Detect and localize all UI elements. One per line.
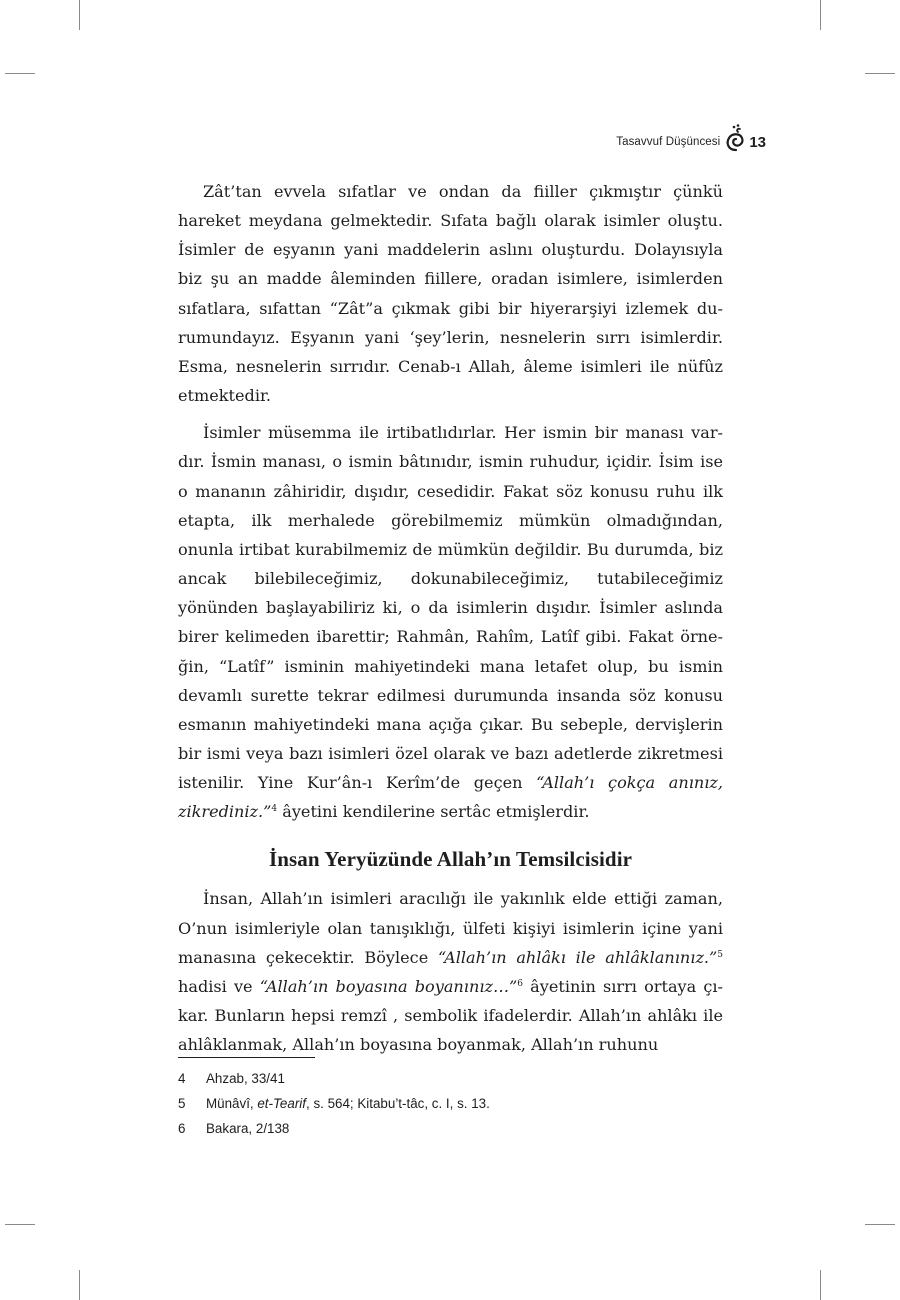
paragraph-text: âyetini kendilerine sertâc etmişlerdir. [277, 802, 590, 822]
paragraph: Zât’tan evvela sıfatlar ve ondan da fiiller çıkmıştır çünkü hareket meydana gelmektedir. Sıfata bağlı olarak isimler oluştu. İsimler de eşyanın yani maddelerin aslını oluşturdu. Dolayısıyla biz şu an madde âleminden fiillere, oradan isimlere, isimlerden sıfatlara, sıfattan “Zât”a çıkmak gibi bir hiyerarşiyi izlemek durumundayız. Eşyanın yani ‘şey’lerin, nesnelerin sırrı isimlerdir. Esma, nesnelerin sırrıdır. Cenab-ı Allah, âleme isimleri ile nüfûz etmektedir. [178, 182, 723, 406]
body-text [178, 177, 723, 1067]
paragraph-text: hadisi ve [178, 976, 260, 996]
footnote [178, 1116, 723, 1141]
paragraph-text: İnsan, Allah’ın isimleri aracılığı ile yakınlık elde ettiği zaman, O’nun isimleriyle olan tanışıklığı, ülfeti kişiyi isimlerin içine yani manasına çekecektir. Böylece [178, 889, 723, 967]
crop-mark [79, 0, 80, 30]
footnote-number: 4 [178, 1071, 186, 1086]
footnote-text [206, 1091, 490, 1116]
paragraph-text: âyetinin sırrı ortaya çıkar. Bunların hepsi remzî , sembolik ifadelerdir. Allah’ın ahlâkı ile ahlâklanmak, Allah’ın boyasına boyanmak, Allah’ın ruhunu [178, 976, 723, 1055]
quote: “Allah’ın boyasına boyanınız…” [259, 976, 518, 996]
paragraph [178, 418, 723, 826]
footnote-text: Bakara, 2/138 [206, 1121, 290, 1136]
footnote-number: 6 [178, 1121, 186, 1136]
calligraphy-ornament-icon [723, 123, 747, 153]
paragraph-text: İsimler müsemma ile irtibatlıdırlar. Her ismin bir manası vardır. İsmin manası, o ismin bâtınıdır, ismin ruhudur, içidir. İsim ise o mananın zâhiridir, dışıdır, cesedidir. Fakat söz konusu ruhu ilk etapta, ilk merhalede görebilmemiz mümkün olmadığından, onunla irtibat kurabilmemiz de mümkün değildir. Bu durumda, biz ancak bilebileceğimiz, dokunabileceğimiz, tutabileceğimiz yönünden başlayabiliriz ki, o da isimlerin dışıdır. İsimler aslında birer kelimeden ibarettir; Rahmân, Rahîm, Latîf gibi. Fakat örneğin, “Latîf” isminin mahiyetindeki mana letafet olup, bu ismin devamlı surette tekrar edilmesi durumunda insanda söz konusu esmanın mahiyetindeki mana açığa çıkar. Bu sebeple, dervişlerin bir ismi veya bazı isimleri özel olarak ve bazı adetlerde zikretmesi istenilir. Yine Kur’ân-ı Kerîm’de geçen [178, 423, 723, 793]
section-heading: İnsan Yeryüzünde Allah’ın Temsilcisidir [268, 847, 633, 872]
running-head-title: Tasavvuf Düşüncesi [616, 136, 721, 148]
footnote-rule [178, 1057, 315, 1058]
footnote-citation: , s. 564; Kitabu’t-tâc, c. I, s. 13. [306, 1096, 490, 1111]
crop-mark [865, 73, 895, 74]
footnote-number: 5 [178, 1096, 186, 1111]
crop-mark [820, 1270, 821, 1300]
crop-mark [820, 0, 821, 30]
footnote-ref: 4 [271, 804, 278, 815]
footnote [178, 1091, 723, 1116]
page-number: 13 [749, 133, 766, 151]
footnote-work: et-Tearif [257, 1096, 306, 1111]
running-head [616, 131, 766, 153]
crop-mark [79, 1270, 80, 1300]
footnote-author: Münâvî, [206, 1096, 258, 1111]
footnotes [178, 1066, 723, 1141]
crop-mark [5, 73, 35, 74]
crop-mark [5, 1224, 35, 1225]
footnote-ref: 6 [517, 978, 523, 989]
footnote [178, 1066, 723, 1091]
footnote-text: Ahzab, 33/41 [206, 1071, 285, 1086]
quote: “Allah’ı çokça anınız, zikrediniz.” [178, 773, 723, 822]
paragraph [178, 884, 723, 1059]
quote: “Allah’ın ahlâkı ile ahlâklanınız.” [437, 947, 718, 967]
footnote-ref: 5 [717, 949, 723, 960]
crop-mark [865, 1224, 895, 1225]
